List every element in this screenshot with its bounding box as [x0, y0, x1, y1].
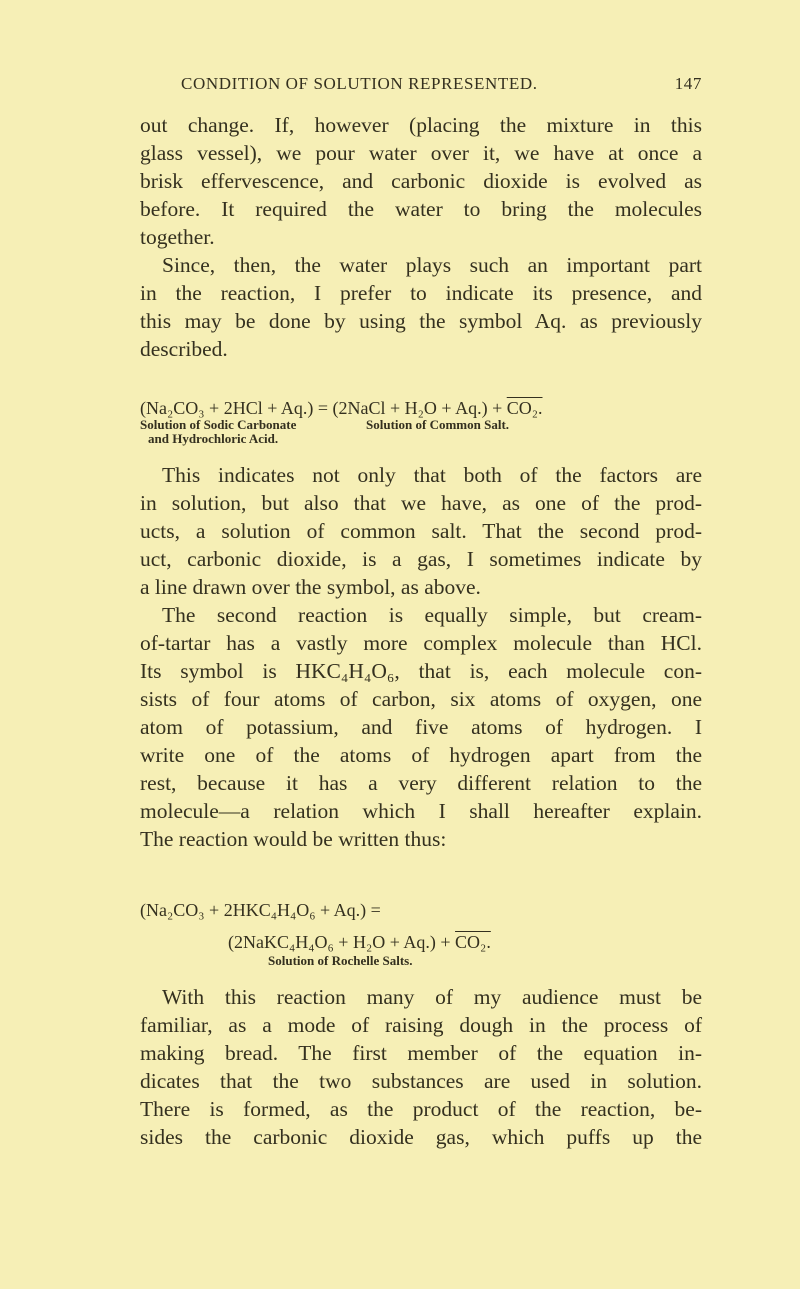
text-line: familiar, as a mode of raising dough in the process of	[140, 1013, 702, 1037]
text-line: a line drawn over the symbol, as above.	[140, 575, 481, 599]
caption-reactants	[140, 418, 296, 446]
text-line: in the reaction, I prefer to indicate its presence, and	[140, 281, 702, 305]
text-line: in solution, but also that we have, as one of the prod-	[140, 491, 702, 515]
text-line: of-tartar has a vastly more complex molecule than HCl.	[140, 631, 702, 655]
text-line: There is formed, as the product of the reaction, be-	[140, 1097, 702, 1121]
text-line: together.	[140, 225, 215, 249]
text-line: This indicates not only that both of the factors are	[162, 463, 702, 487]
text-line: before. It required the water to bring the molecules	[140, 197, 702, 221]
equation-line	[140, 398, 702, 418]
text-line: brisk effervescence, and carbonic dioxide is evolved as	[140, 169, 702, 193]
caption-line: Solution of Sodic Carbonate	[140, 417, 297, 432]
text-line: atom of potassium, and five atoms of hydrogen. I	[140, 715, 702, 739]
text-line: out change. If, however (placing the mixture in this	[140, 113, 702, 137]
text-line: molecule—a relation which I shall hereafter explain.	[140, 799, 702, 823]
gas-product: CO₂.	[506, 398, 543, 418]
text-line: glass vessel), we pour water over it, we have at once a	[140, 141, 702, 165]
paragraph-1	[140, 111, 702, 251]
text-line: The second reaction is equally simple, but cream-	[162, 603, 702, 627]
page-number: 147	[674, 74, 702, 93]
text-line: Its symbol is HKC₄H₄O₆, that is, each molecule con-	[140, 659, 702, 683]
text-line: uct, carbonic dioxide, is a gas, I sometimes indicate by	[140, 547, 702, 571]
running-title: CONDITION OF SOLUTION REPRESENTED.	[181, 74, 538, 93]
text-line: ucts, a solution of common salt. That the second prod-	[140, 519, 702, 543]
text-line: dicates that the two substances are used in solution.	[140, 1069, 702, 1093]
equation-line: (Na₂CO₃ + 2HKC₄H₄O₆ + Aq.) =	[140, 900, 381, 920]
text-line: sists of four atoms of carbon, six atoms of oxygen, one	[140, 687, 702, 711]
paragraph-5	[140, 983, 702, 1151]
equation-text: (Na₂CO₃ + 2HCl + Aq.) = (2NaCl + H₂O + Aq.) +	[140, 398, 507, 418]
text-line: rest, because it has a very different relation to the	[140, 771, 702, 795]
text-line: sides the carbonic dioxide gas, which puffs up the	[140, 1125, 702, 1149]
text-line: Since, then, the water plays such an important part	[162, 253, 702, 277]
equation-1	[140, 398, 702, 448]
text-line: write one of the atoms of hydrogen apart from the	[140, 743, 702, 767]
text-line: The reaction would be written thus:	[140, 827, 447, 851]
equation-text: (2NaKC₄H₄O₆ + H₂O + Aq.) +	[228, 932, 456, 952]
text-line: With this reaction many of my audience must be	[162, 985, 702, 1009]
gas-product: CO₂.	[455, 932, 491, 952]
paragraph-4	[140, 601, 702, 853]
paragraph-2	[140, 251, 702, 363]
equation-2	[140, 900, 702, 968]
text-line: this may be done by using the symbol Aq. as previously	[140, 309, 702, 333]
caption-products: Solution of Rochelle Salts.	[268, 953, 413, 968]
text-line: described.	[140, 337, 228, 361]
caption-products: Solution of Common Salt.	[366, 417, 510, 432]
text-line: making bread. The first member of the equation in-	[140, 1041, 702, 1065]
caption-line: and Hydrochloric Acid.	[148, 431, 279, 446]
equation-line	[140, 932, 702, 952]
paragraph-3	[140, 461, 702, 601]
